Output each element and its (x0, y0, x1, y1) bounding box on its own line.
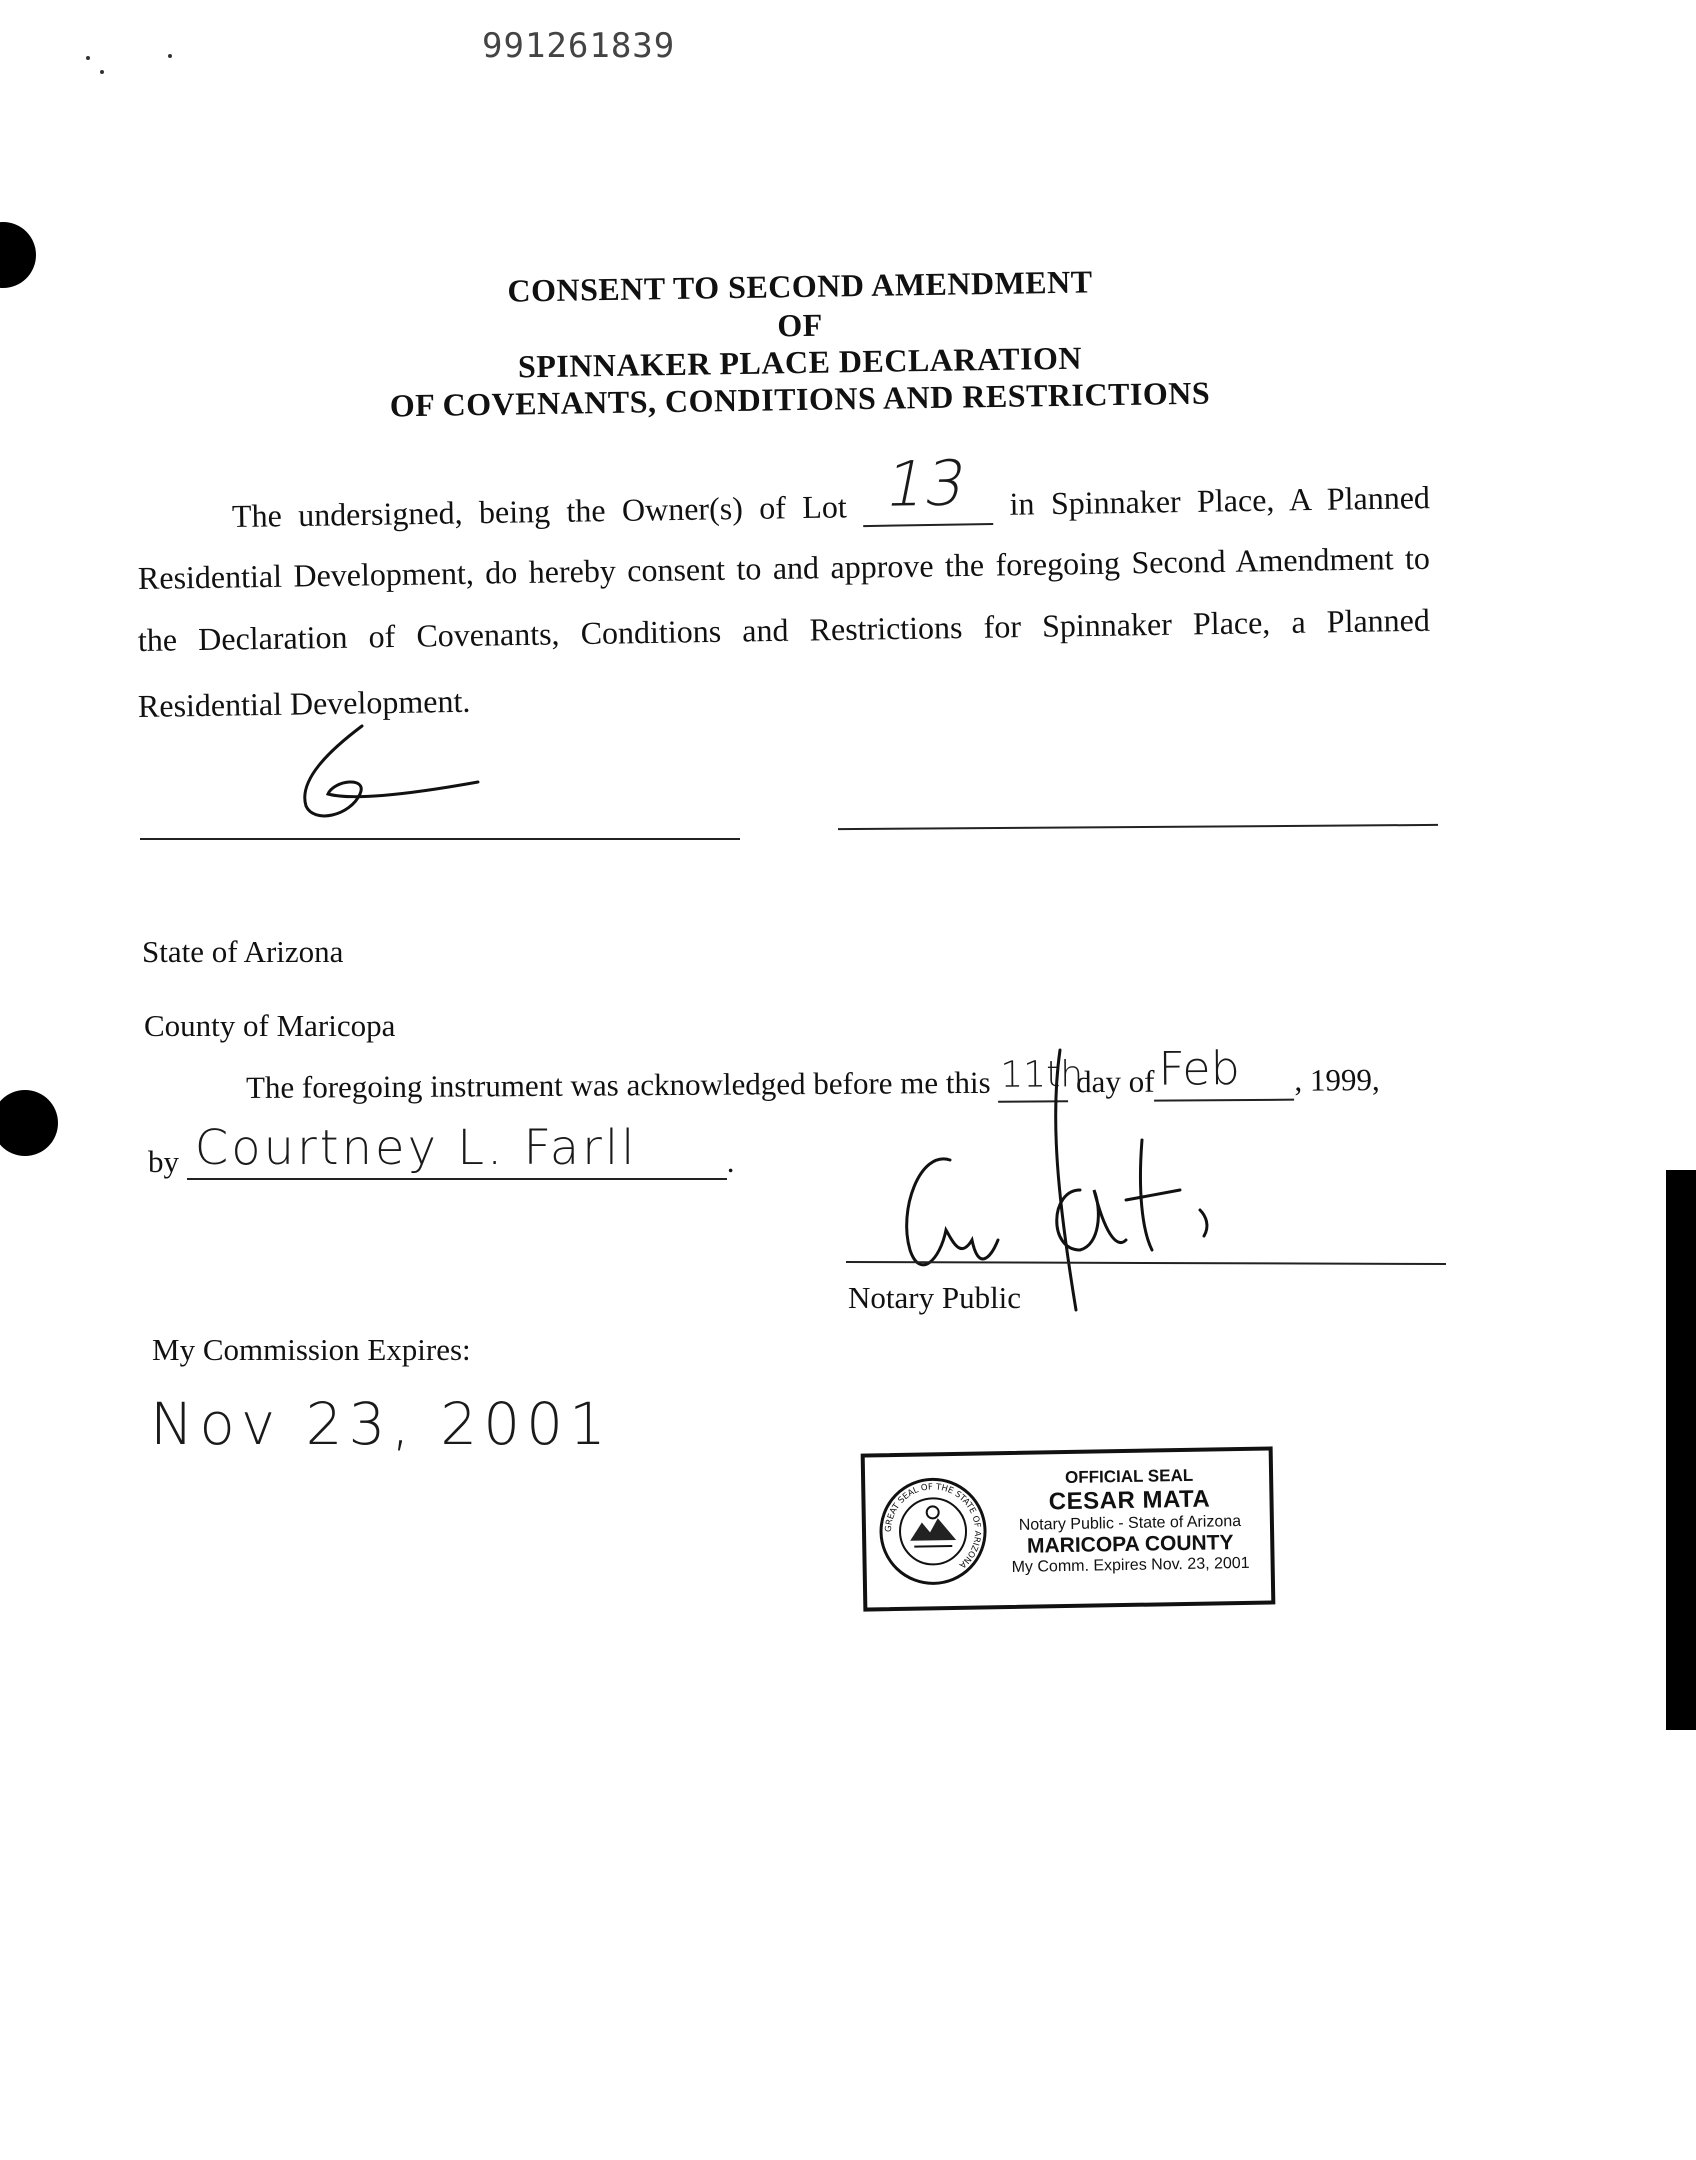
seal-line-3: Notary Public - State of Arizona (1018, 1512, 1242, 1534)
state-label: State of Arizona (142, 934, 344, 969)
consent-after-lot: in Spinnaker Place, A Planned (1009, 479, 1431, 522)
seal-county: MARICOPA COUNTY (1026, 1531, 1234, 1558)
notary-signature (880, 1040, 1240, 1320)
consent-intro: The undersigned, being the Owner(s) of Lot (231, 488, 848, 534)
owner-signature-line-1 (140, 838, 740, 840)
county-label: County of Maricopa (144, 1008, 396, 1043)
seal-line-1: OFFICIAL SEAL (1064, 1465, 1194, 1488)
document-number: 991261839 (482, 26, 676, 66)
scan-edge-bar (1666, 1170, 1696, 1730)
seal-emblem-text: GREAT SEAL OF THE STATE OF ARIZONA (883, 1482, 983, 1570)
commission-label: My Commission Expires: (152, 1332, 471, 1367)
punch-hole-middle (0, 1090, 58, 1156)
consent-line-4: Residential Development. (137, 682, 471, 724)
seal-text-block (1003, 1465, 1257, 1577)
seal-expiration: My Comm. Expires Nov. 23, 2001 (1011, 1554, 1250, 1576)
year-value: , 1999, (1294, 1062, 1380, 1098)
scan-speck (100, 70, 104, 74)
owner-signature (290, 720, 490, 830)
commission-date: Nov 23, 2001 (150, 1390, 612, 1458)
official-seal-stamp (861, 1446, 1276, 1611)
lot-number: 13 (879, 446, 973, 521)
title-line-3: SPINNAKER PLACE DECLARATION (517, 339, 1083, 385)
scan-speck (86, 56, 90, 60)
owner-signature-line-2 (838, 824, 1438, 830)
day-of-label: day of (1075, 1063, 1155, 1100)
arizona-seal-emblem (877, 1475, 989, 1587)
by-period: . (726, 1144, 735, 1179)
signer-name: Courtney L. Farll (194, 1120, 638, 1176)
title-line-1: CONSENT TO SECOND AMENDMENT (507, 263, 1093, 309)
notary-public-label: Notary Public (848, 1280, 1022, 1315)
by-line (148, 1120, 735, 1180)
scan-speck (168, 54, 172, 58)
acknowledgement-line (245, 1041, 1446, 1108)
signer-field (187, 1120, 727, 1180)
ack-prefix: The foregoing instrument was acknowledged before me this (245, 1064, 991, 1105)
consent-line-1 (231, 446, 1431, 537)
title-line-4: OF COVENANTS, CONDITIONS AND RESTRICTIONS (389, 374, 1211, 424)
seal-notary-name: CESAR MATA (1048, 1485, 1211, 1516)
consent-line-2: Residential Development, do hereby consent to and approve the foregoing Second Amendment to (137, 539, 1431, 596)
lot-number-field (863, 446, 994, 527)
by-label: by (148, 1144, 179, 1179)
consent-line-3: the Declaration of Covenants, Conditions and Restrictions for Spinnaker Place, a Planned (137, 601, 1431, 658)
punch-hole-top (0, 222, 36, 288)
month-value: Feb (1158, 1041, 1241, 1096)
title-line-2: OF (776, 306, 823, 344)
day-value: 11th (1000, 1054, 1084, 1096)
